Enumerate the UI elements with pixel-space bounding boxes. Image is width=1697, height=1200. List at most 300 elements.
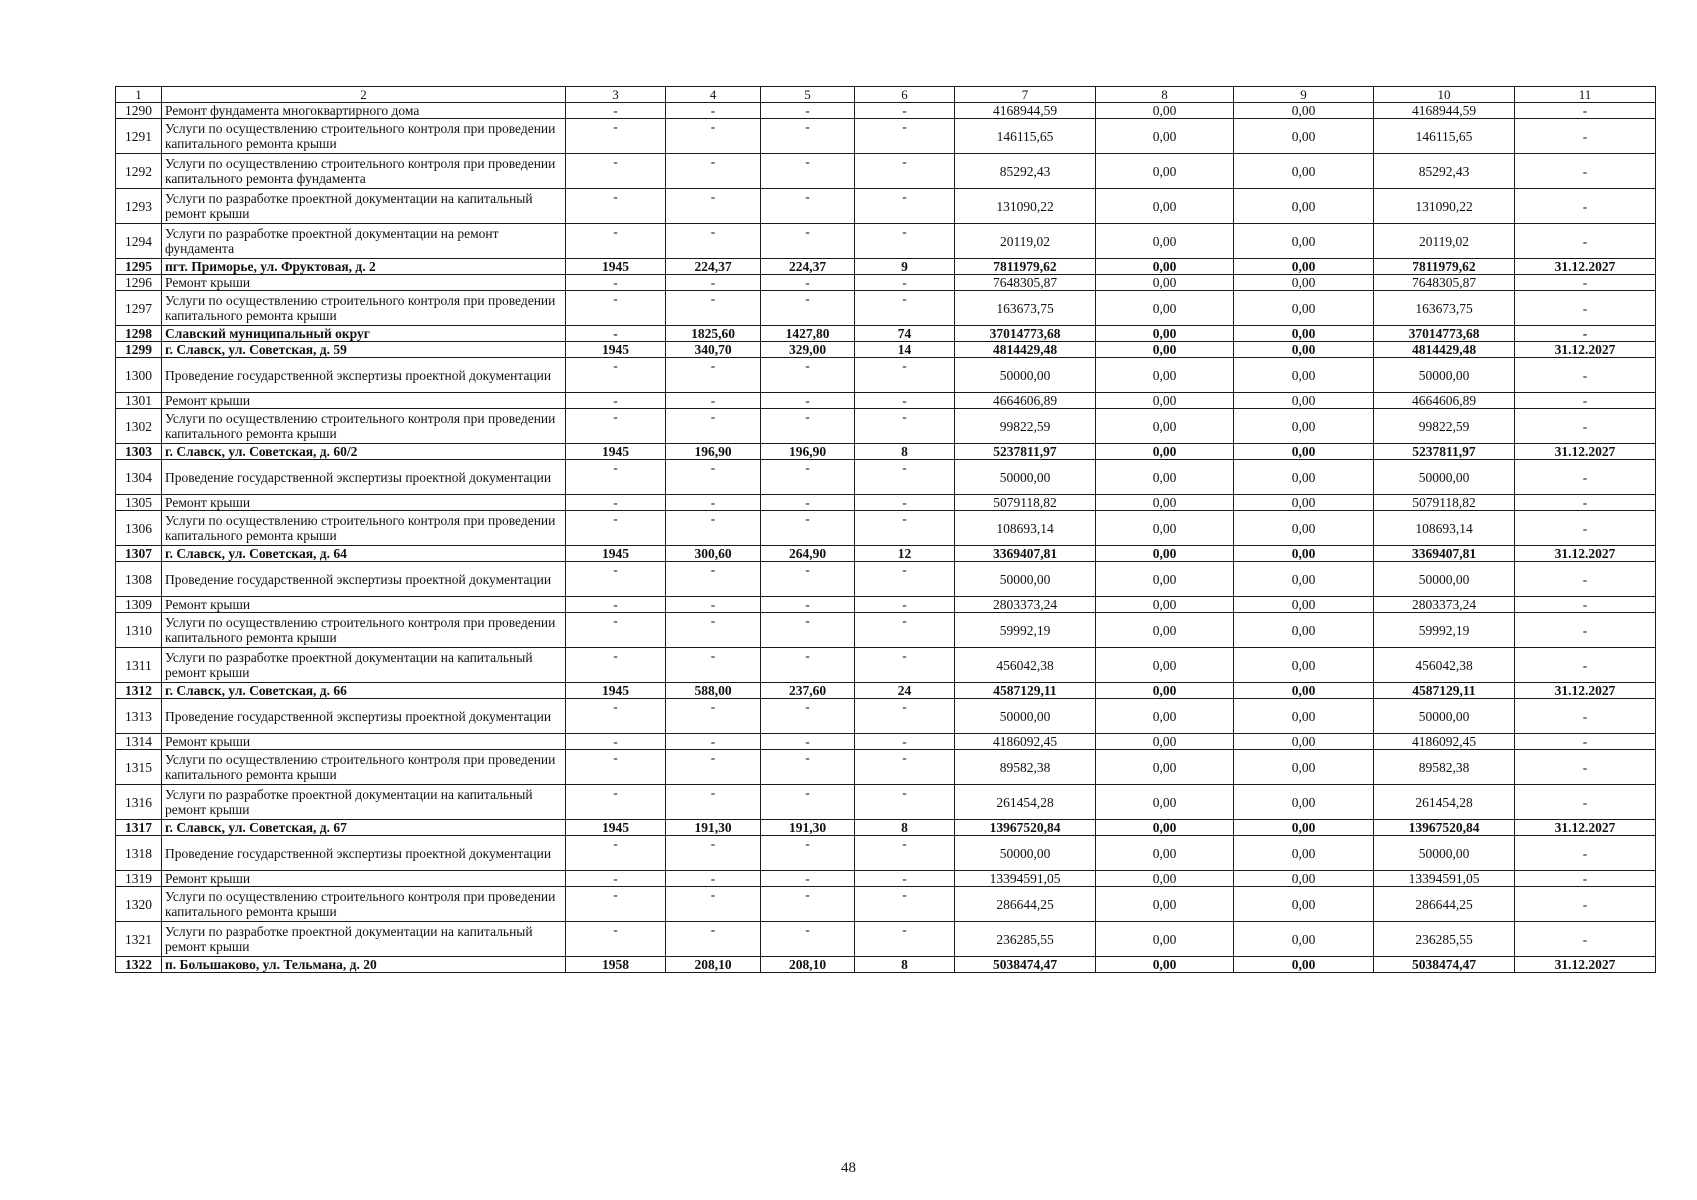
cell-year: 1945: [566, 546, 666, 562]
cell-cost-total: 85292,43: [955, 154, 1096, 189]
cell-total-area: -: [666, 871, 761, 887]
cell-row-number: 1291: [116, 119, 162, 154]
cell-cost-budget: 0,00: [1234, 546, 1374, 562]
cell-cost-budget: 0,00: [1234, 785, 1374, 820]
cell-row-number: 1297: [116, 291, 162, 326]
cell-total-area: -: [666, 785, 761, 820]
cell-cost-fund: 0,00: [1096, 562, 1234, 597]
cell-total-area: -: [666, 275, 761, 291]
cell-residents: -: [855, 393, 955, 409]
cell-cost-fund: 0,00: [1096, 511, 1234, 546]
cell-cost-owners: 50000,00: [1374, 358, 1515, 393]
table-row: [116, 189, 1656, 224]
header-cell: 8: [1096, 87, 1234, 103]
cell-cost-budget: 0,00: [1234, 103, 1374, 119]
cell-description: Ремонт крыши: [162, 734, 566, 750]
cell-cost-owners: 5079118,82: [1374, 495, 1515, 511]
cell-cost-fund: 0,00: [1096, 546, 1234, 562]
cell-year: -: [566, 699, 666, 734]
cell-cost-budget: 0,00: [1234, 613, 1374, 648]
table-row: [116, 291, 1656, 326]
cell-cost-fund: 0,00: [1096, 189, 1234, 224]
cell-row-number: 1305: [116, 495, 162, 511]
cell-living-area: -: [761, 103, 855, 119]
column-number-header-row: [116, 87, 1656, 103]
header-cell: 2: [162, 87, 566, 103]
cell-cost-total: 37014773,68: [955, 326, 1096, 342]
cell-description: Проведение государственной экспертизы проектной документации: [162, 562, 566, 597]
cell-living-area: -: [761, 409, 855, 444]
cell-description: Ремонт крыши: [162, 597, 566, 613]
header-cell: 9: [1234, 87, 1374, 103]
cell-cost-fund: 0,00: [1096, 820, 1234, 836]
cell-cost-budget: 0,00: [1234, 342, 1374, 358]
cell-cost-fund: 0,00: [1096, 393, 1234, 409]
cell-residents: -: [855, 103, 955, 119]
cell-cost-owners: 37014773,68: [1374, 326, 1515, 342]
cell-description: Услуги по разработке проектной документации на капитальный ремонт крыши: [162, 785, 566, 820]
cell-row-number: 1293: [116, 189, 162, 224]
cell-description: Услуги по осуществлению строительного контроля при проведении капитального ремонта крыши: [162, 511, 566, 546]
cell-total-area: -: [666, 734, 761, 750]
cell-residents: 8: [855, 820, 955, 836]
page-number: 48: [841, 1160, 856, 1176]
cell-cost-owners: 2803373,24: [1374, 597, 1515, 613]
table-row: [116, 648, 1656, 683]
cell-cost-budget: 0,00: [1234, 836, 1374, 871]
cell-year: 1945: [566, 444, 666, 460]
cell-year: 1958: [566, 957, 666, 973]
cell-cost-fund: 0,00: [1096, 597, 1234, 613]
cell-cost-fund: 0,00: [1096, 957, 1234, 973]
cell-row-number: 1320: [116, 887, 162, 922]
cell-total-area: -: [666, 511, 761, 546]
cell-cost-owners: 7811979,62: [1374, 259, 1515, 275]
cell-description: Услуги по разработке проектной документации на ремонт фундамента: [162, 224, 566, 259]
cell-living-area: -: [761, 189, 855, 224]
cell-year: -: [566, 358, 666, 393]
cell-cost-fund: 0,00: [1096, 154, 1234, 189]
cell-completion-date: 31.12.2027: [1515, 444, 1656, 460]
cell-year: -: [566, 291, 666, 326]
cell-cost-fund: 0,00: [1096, 119, 1234, 154]
cell-total-area: -: [666, 648, 761, 683]
cell-cost-budget: 0,00: [1234, 562, 1374, 597]
cell-living-area: 196,90: [761, 444, 855, 460]
cell-description: Услуги по разработке проектной документации на капитальный ремонт крыши: [162, 922, 566, 957]
cell-description: г. Славск, ул. Советская, д. 66: [162, 683, 566, 699]
cell-total-area: 588,00: [666, 683, 761, 699]
cell-living-area: -: [761, 785, 855, 820]
table-row: [116, 871, 1656, 887]
cell-row-number: 1304: [116, 460, 162, 495]
cell-cost-owners: 89582,38: [1374, 750, 1515, 785]
cell-description: г. Славск, ул. Советская, д. 60/2: [162, 444, 566, 460]
cell-living-area: -: [761, 734, 855, 750]
cell-residents: -: [855, 750, 955, 785]
cell-completion-date: -: [1515, 562, 1656, 597]
cell-cost-total: 456042,38: [955, 648, 1096, 683]
cell-total-area: -: [666, 189, 761, 224]
table-row: [116, 699, 1656, 734]
table-row: [116, 224, 1656, 259]
cell-cost-fund: 0,00: [1096, 836, 1234, 871]
cell-year: -: [566, 189, 666, 224]
cell-total-area: -: [666, 224, 761, 259]
cell-cost-budget: 0,00: [1234, 957, 1374, 973]
cell-living-area: -: [761, 495, 855, 511]
table-row: [116, 734, 1656, 750]
cell-year: -: [566, 922, 666, 957]
cell-residents: -: [855, 495, 955, 511]
cell-total-area: -: [666, 409, 761, 444]
cell-year: -: [566, 119, 666, 154]
cell-row-number: 1308: [116, 562, 162, 597]
cell-row-number: 1314: [116, 734, 162, 750]
cell-cost-fund: 0,00: [1096, 103, 1234, 119]
cell-completion-date: -: [1515, 750, 1656, 785]
cell-residents: -: [855, 224, 955, 259]
table-row: [116, 358, 1656, 393]
cell-description: Ремонт крыши: [162, 393, 566, 409]
cell-total-area: -: [666, 103, 761, 119]
cell-cost-fund: 0,00: [1096, 699, 1234, 734]
cell-cost-fund: 0,00: [1096, 613, 1234, 648]
cell-row-number: 1317: [116, 820, 162, 836]
cell-cost-budget: 0,00: [1234, 683, 1374, 699]
cell-cost-owners: 50000,00: [1374, 836, 1515, 871]
cell-living-area: -: [761, 224, 855, 259]
table-row: [116, 597, 1656, 613]
cell-completion-date: 31.12.2027: [1515, 546, 1656, 562]
cell-total-area: -: [666, 291, 761, 326]
cell-row-number: 1319: [116, 871, 162, 887]
cell-cost-fund: 0,00: [1096, 887, 1234, 922]
header-cell: 5: [761, 87, 855, 103]
header-cell: 6: [855, 87, 955, 103]
cell-description: Проведение государственной экспертизы проектной документации: [162, 699, 566, 734]
cell-row-number: 1322: [116, 957, 162, 973]
cell-living-area: 237,60: [761, 683, 855, 699]
cell-cost-fund: 0,00: [1096, 342, 1234, 358]
cell-cost-total: 7648305,87: [955, 275, 1096, 291]
cell-cost-total: 89582,38: [955, 750, 1096, 785]
header-cell: 11: [1515, 87, 1656, 103]
cell-description: Услуги по разработке проектной документации на капитальный ремонт крыши: [162, 648, 566, 683]
cell-completion-date: -: [1515, 495, 1656, 511]
cell-cost-total: 5237811,97: [955, 444, 1096, 460]
cell-cost-owners: 131090,22: [1374, 189, 1515, 224]
cell-living-area: -: [761, 460, 855, 495]
cell-living-area: -: [761, 871, 855, 887]
cell-living-area: 208,10: [761, 957, 855, 973]
cell-residents: -: [855, 734, 955, 750]
cell-residents: -: [855, 511, 955, 546]
cell-residents: -: [855, 409, 955, 444]
table-row: [116, 562, 1656, 597]
cell-living-area: -: [761, 836, 855, 871]
cell-row-number: 1300: [116, 358, 162, 393]
cell-cost-owners: 236285,55: [1374, 922, 1515, 957]
cell-completion-date: 31.12.2027: [1515, 342, 1656, 358]
cell-residents: -: [855, 887, 955, 922]
cell-cost-owners: 5038474,47: [1374, 957, 1515, 973]
cell-cost-budget: 0,00: [1234, 820, 1374, 836]
cell-description: Ремонт крыши: [162, 871, 566, 887]
table-row: [116, 154, 1656, 189]
cell-completion-date: -: [1515, 409, 1656, 444]
cell-cost-budget: 0,00: [1234, 409, 1374, 444]
cell-cost-owners: 286644,25: [1374, 887, 1515, 922]
cell-cost-owners: 50000,00: [1374, 562, 1515, 597]
cell-cost-owners: 163673,75: [1374, 291, 1515, 326]
cell-completion-date: -: [1515, 275, 1656, 291]
cell-year: -: [566, 103, 666, 119]
cell-cost-owners: 146115,65: [1374, 119, 1515, 154]
table-row: [116, 460, 1656, 495]
cell-living-area: 264,90: [761, 546, 855, 562]
cell-completion-date: -: [1515, 836, 1656, 871]
cell-cost-fund: 0,00: [1096, 291, 1234, 326]
table-row: [116, 887, 1656, 922]
cell-cost-owners: 99822,59: [1374, 409, 1515, 444]
cell-year: -: [566, 326, 666, 342]
cell-cost-total: 13394591,05: [955, 871, 1096, 887]
cell-residents: -: [855, 275, 955, 291]
cell-cost-total: 3369407,81: [955, 546, 1096, 562]
table-row: [116, 259, 1656, 275]
cell-completion-date: -: [1515, 326, 1656, 342]
cell-cost-fund: 0,00: [1096, 648, 1234, 683]
cell-cost-total: 146115,65: [955, 119, 1096, 154]
cell-living-area: -: [761, 291, 855, 326]
cell-living-area: -: [761, 358, 855, 393]
cell-cost-budget: 0,00: [1234, 750, 1374, 785]
cell-cost-fund: 0,00: [1096, 409, 1234, 444]
cell-residents: -: [855, 154, 955, 189]
cell-cost-budget: 0,00: [1234, 224, 1374, 259]
cell-year: -: [566, 393, 666, 409]
cell-cost-budget: 0,00: [1234, 648, 1374, 683]
cell-year: 1945: [566, 342, 666, 358]
cell-year: -: [566, 409, 666, 444]
cell-completion-date: -: [1515, 922, 1656, 957]
table-row: [116, 511, 1656, 546]
cell-completion-date: -: [1515, 785, 1656, 820]
cell-year: 1945: [566, 820, 666, 836]
cell-residents: -: [855, 699, 955, 734]
cell-residents: -: [855, 291, 955, 326]
cell-cost-owners: 261454,28: [1374, 785, 1515, 820]
cell-residents: 14: [855, 342, 955, 358]
cell-cost-budget: 0,00: [1234, 460, 1374, 495]
cell-cost-total: 4168944,59: [955, 103, 1096, 119]
cell-completion-date: -: [1515, 358, 1656, 393]
cell-residents: -: [855, 836, 955, 871]
cell-cost-total: 50000,00: [955, 562, 1096, 597]
cell-year: -: [566, 562, 666, 597]
cell-cost-owners: 13394591,05: [1374, 871, 1515, 887]
cell-total-area: -: [666, 887, 761, 922]
cell-living-area: 1427,80: [761, 326, 855, 342]
cell-cost-owners: 3369407,81: [1374, 546, 1515, 562]
table-row: [116, 750, 1656, 785]
cell-year: -: [566, 613, 666, 648]
cell-cost-budget: 0,00: [1234, 189, 1374, 224]
cell-row-number: 1294: [116, 224, 162, 259]
cell-description: Услуги по осуществлению строительного контроля при проведении капитального ремонта крыши: [162, 750, 566, 785]
cell-cost-owners: 4664606,89: [1374, 393, 1515, 409]
cell-description: Услуги по осуществлению строительного контроля при проведении капитального ремонта крыши: [162, 613, 566, 648]
cell-year: -: [566, 275, 666, 291]
cell-year: -: [566, 734, 666, 750]
cell-cost-budget: 0,00: [1234, 154, 1374, 189]
table-row: [116, 342, 1656, 358]
cell-cost-budget: 0,00: [1234, 393, 1374, 409]
table-row: [116, 444, 1656, 460]
cell-description: Ремонт крыши: [162, 275, 566, 291]
cell-cost-total: 5038474,47: [955, 957, 1096, 973]
cell-living-area: -: [761, 154, 855, 189]
cell-description: г. Славск, ул. Советская, д. 59: [162, 342, 566, 358]
document-table-container: [115, 86, 1655, 973]
cell-cost-total: 4186092,45: [955, 734, 1096, 750]
cell-residents: -: [855, 460, 955, 495]
cell-total-area: -: [666, 922, 761, 957]
cell-completion-date: -: [1515, 460, 1656, 495]
cell-description: Проведение государственной экспертизы проектной документации: [162, 358, 566, 393]
cell-total-area: -: [666, 699, 761, 734]
cell-row-number: 1321: [116, 922, 162, 957]
cell-total-area: 1825,60: [666, 326, 761, 342]
cell-row-number: 1307: [116, 546, 162, 562]
cell-total-area: 208,10: [666, 957, 761, 973]
cell-completion-date: 31.12.2027: [1515, 957, 1656, 973]
cell-year: -: [566, 871, 666, 887]
cell-cost-total: 2803373,24: [955, 597, 1096, 613]
cell-residents: 24: [855, 683, 955, 699]
cell-cost-budget: 0,00: [1234, 326, 1374, 342]
cell-total-area: -: [666, 495, 761, 511]
cell-cost-budget: 0,00: [1234, 275, 1374, 291]
cell-cost-budget: 0,00: [1234, 259, 1374, 275]
cell-row-number: 1302: [116, 409, 162, 444]
cell-cost-owners: 59992,19: [1374, 613, 1515, 648]
cell-row-number: 1292: [116, 154, 162, 189]
table-row: [116, 393, 1656, 409]
cell-completion-date: 31.12.2027: [1515, 683, 1656, 699]
cell-row-number: 1313: [116, 699, 162, 734]
cell-description: г. Славск, ул. Советская, д. 67: [162, 820, 566, 836]
cell-row-number: 1298: [116, 326, 162, 342]
cell-cost-budget: 0,00: [1234, 119, 1374, 154]
cell-cost-total: 4814429,48: [955, 342, 1096, 358]
cell-cost-owners: 4587129,11: [1374, 683, 1515, 699]
cell-description: Ремонт крыши: [162, 495, 566, 511]
cell-cost-total: 4587129,11: [955, 683, 1096, 699]
cell-row-number: 1318: [116, 836, 162, 871]
cell-completion-date: -: [1515, 393, 1656, 409]
cell-row-number: 1311: [116, 648, 162, 683]
cell-completion-date: -: [1515, 597, 1656, 613]
cell-cost-total: 286644,25: [955, 887, 1096, 922]
cell-cost-total: 50000,00: [955, 836, 1096, 871]
cell-cost-total: 131090,22: [955, 189, 1096, 224]
cell-year: -: [566, 511, 666, 546]
cell-row-number: 1299: [116, 342, 162, 358]
cell-description: Услуги по осуществлению строительного контроля при проведении капитального ремонта крыши: [162, 409, 566, 444]
cell-completion-date: -: [1515, 291, 1656, 326]
cell-row-number: 1315: [116, 750, 162, 785]
cell-cost-total: 13967520,84: [955, 820, 1096, 836]
cell-cost-owners: 4186092,45: [1374, 734, 1515, 750]
cell-cost-total: 7811979,62: [955, 259, 1096, 275]
cell-total-area: -: [666, 613, 761, 648]
table-row: [116, 103, 1656, 119]
table-row: [116, 613, 1656, 648]
cell-description: Услуги по осуществлению строительного контроля при проведении капитального ремонта крыши: [162, 887, 566, 922]
cell-cost-owners: 4168944,59: [1374, 103, 1515, 119]
table-row: [116, 119, 1656, 154]
cell-cost-total: 20119,02: [955, 224, 1096, 259]
cell-cost-owners: 85292,43: [1374, 154, 1515, 189]
header-cell: 7: [955, 87, 1096, 103]
cell-description: г. Славск, ул. Советская, д. 64: [162, 546, 566, 562]
cell-cost-fund: 0,00: [1096, 444, 1234, 460]
cell-living-area: -: [761, 562, 855, 597]
table-row: [116, 495, 1656, 511]
cell-year: 1945: [566, 259, 666, 275]
cell-total-area: 300,60: [666, 546, 761, 562]
cell-row-number: 1306: [116, 511, 162, 546]
cell-cost-total: 59992,19: [955, 613, 1096, 648]
cell-cost-total: 236285,55: [955, 922, 1096, 957]
cell-year: -: [566, 224, 666, 259]
cell-year: 1945: [566, 683, 666, 699]
cell-cost-fund: 0,00: [1096, 224, 1234, 259]
cell-cost-fund: 0,00: [1096, 275, 1234, 291]
header-cell: 10: [1374, 87, 1515, 103]
cell-living-area: -: [761, 922, 855, 957]
cell-completion-date: 31.12.2027: [1515, 259, 1656, 275]
cell-residents: -: [855, 922, 955, 957]
cell-description: Проведение государственной экспертизы проектной документации: [162, 460, 566, 495]
cell-completion-date: -: [1515, 103, 1656, 119]
cell-cost-fund: 0,00: [1096, 683, 1234, 699]
header-cell: 4: [666, 87, 761, 103]
cell-cost-total: 50000,00: [955, 358, 1096, 393]
cell-residents: -: [855, 358, 955, 393]
cell-completion-date: -: [1515, 613, 1656, 648]
capital-repair-table: [115, 86, 1656, 973]
cell-living-area: -: [761, 648, 855, 683]
cell-living-area: -: [761, 699, 855, 734]
cell-total-area: -: [666, 750, 761, 785]
cell-year: -: [566, 750, 666, 785]
cell-cost-fund: 0,00: [1096, 326, 1234, 342]
cell-year: -: [566, 887, 666, 922]
cell-description: пгт. Приморье, ул. Фруктовая, д. 2: [162, 259, 566, 275]
cell-cost-owners: 20119,02: [1374, 224, 1515, 259]
cell-completion-date: -: [1515, 511, 1656, 546]
cell-living-area: -: [761, 750, 855, 785]
cell-total-area: -: [666, 358, 761, 393]
cell-year: -: [566, 836, 666, 871]
cell-cost-fund: 0,00: [1096, 358, 1234, 393]
cell-year: -: [566, 460, 666, 495]
cell-cost-owners: 5237811,97: [1374, 444, 1515, 460]
cell-cost-fund: 0,00: [1096, 785, 1234, 820]
